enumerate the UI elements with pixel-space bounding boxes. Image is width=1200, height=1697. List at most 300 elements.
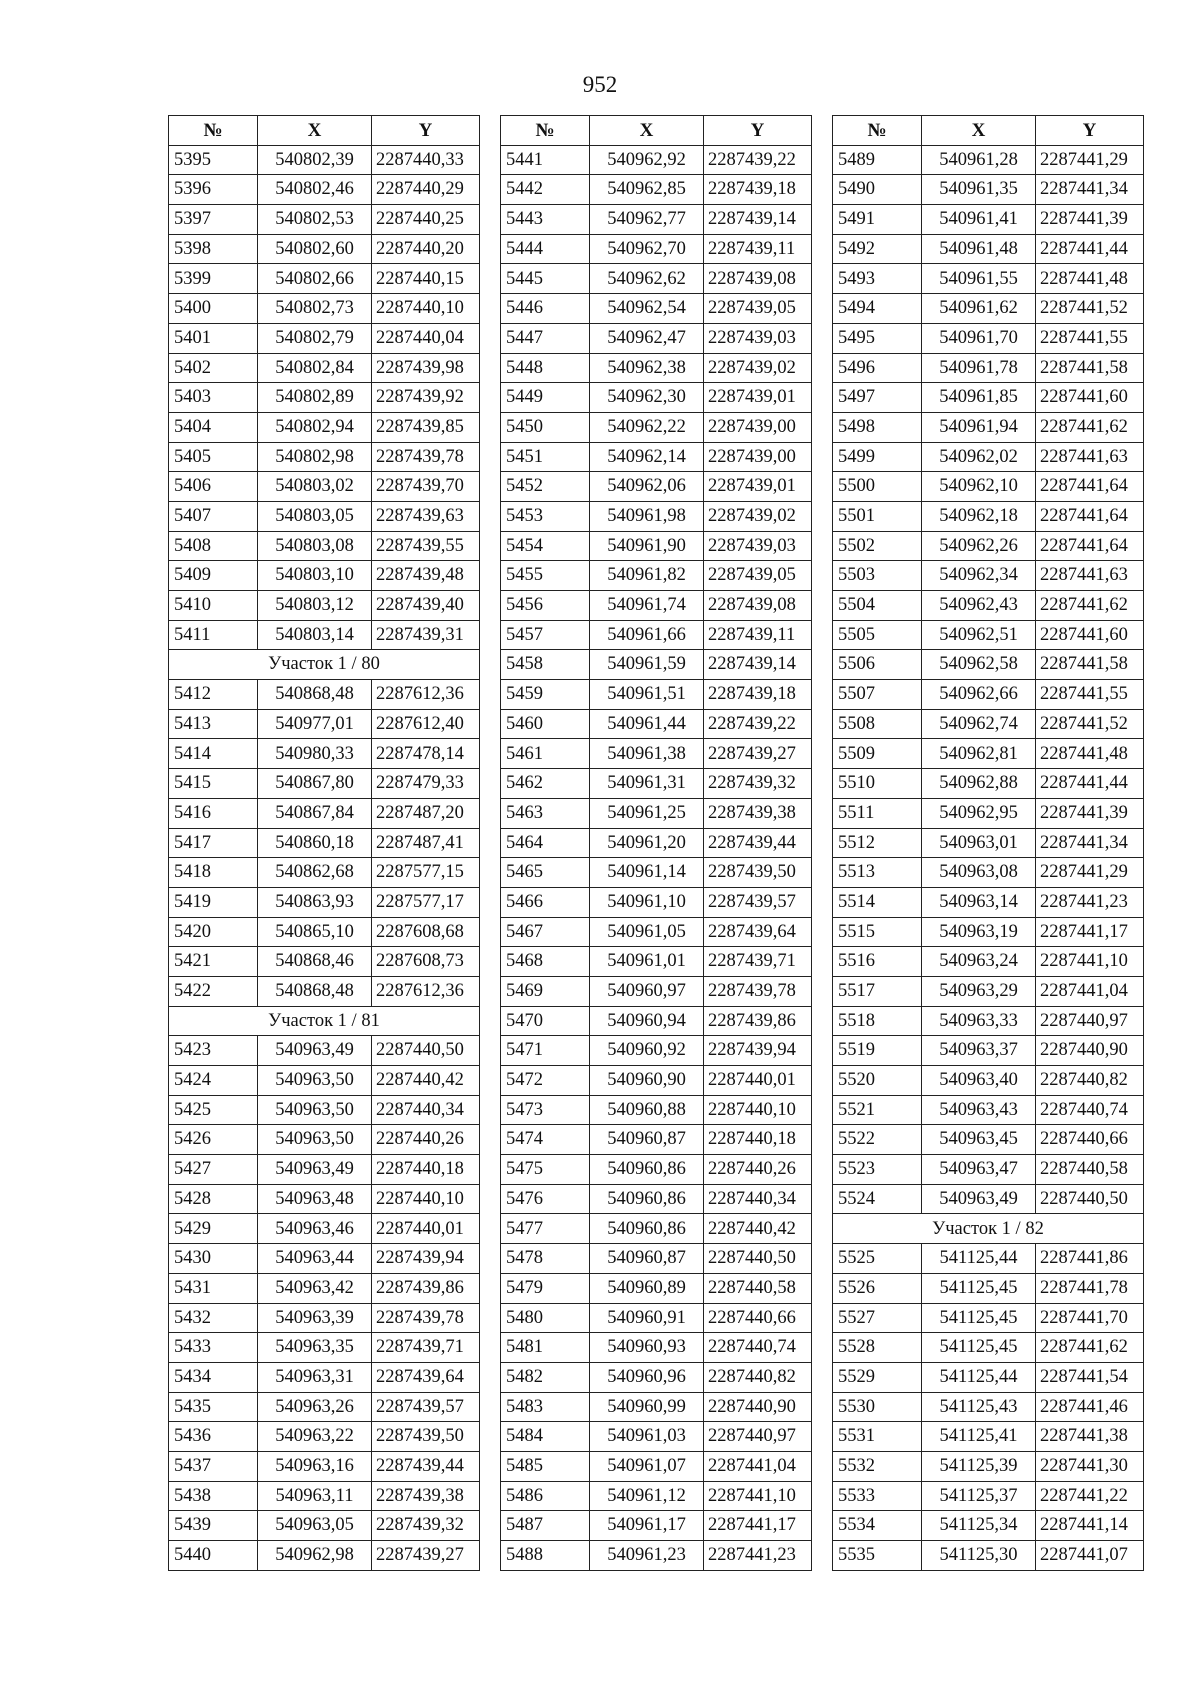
point-number: 5497	[833, 383, 922, 413]
coord-y: 2287440,58	[1036, 1155, 1144, 1185]
table-row	[501, 1066, 812, 1096]
table-row	[833, 264, 1144, 294]
table-header	[169, 116, 480, 146]
table-row	[501, 858, 812, 888]
coord-y: 2287439,32	[704, 769, 812, 799]
coord-y: 2287440,18	[704, 1125, 812, 1155]
coord-x: 540962,66	[922, 680, 1036, 710]
table-row	[833, 1541, 1144, 1571]
coord-y: 2287440,50	[704, 1244, 812, 1274]
coord-x: 540960,88	[590, 1095, 704, 1125]
coord-x: 540961,62	[922, 294, 1036, 324]
point-number: 5432	[169, 1303, 258, 1333]
coord-y: 2287441,22	[1036, 1481, 1144, 1511]
coord-x: 540962,34	[922, 561, 1036, 591]
table-row	[501, 472, 812, 502]
coord-x: 540963,31	[258, 1362, 372, 1392]
coord-x: 540961,07	[590, 1451, 704, 1481]
table-row	[501, 1184, 812, 1214]
coord-x: 540980,33	[258, 739, 372, 769]
coord-x: 540962,38	[590, 353, 704, 383]
coord-y: 2287612,40	[372, 709, 480, 739]
point-number: 5404	[169, 412, 258, 442]
table-row	[169, 353, 480, 383]
point-number: 5437	[169, 1451, 258, 1481]
coord-x: 540863,93	[258, 887, 372, 917]
table-row	[501, 353, 812, 383]
coord-y: 2287441,60	[1036, 620, 1144, 650]
point-number: 5533	[833, 1481, 922, 1511]
coord-x: 540963,19	[922, 917, 1036, 947]
header-y: Y	[704, 116, 812, 146]
coord-x: 540961,10	[590, 887, 704, 917]
coord-x: 540802,46	[258, 175, 372, 205]
point-number: 5409	[169, 561, 258, 591]
coord-y: 2287441,44	[1036, 769, 1144, 799]
header-x: X	[590, 116, 704, 146]
point-number: 5468	[501, 947, 590, 977]
point-number: 5449	[501, 383, 590, 413]
point-number: 5512	[833, 828, 922, 858]
point-number: 5418	[169, 858, 258, 888]
coord-x: 540961,51	[590, 680, 704, 710]
table-row	[833, 709, 1144, 739]
coord-y: 2287439,92	[372, 383, 480, 413]
table-row	[169, 234, 480, 264]
coord-y: 2287441,30	[1036, 1451, 1144, 1481]
coord-x: 540960,86	[590, 1184, 704, 1214]
point-number: 5498	[833, 412, 922, 442]
coord-x: 540960,93	[590, 1333, 704, 1363]
coord-x: 540961,38	[590, 739, 704, 769]
point-number: 5488	[501, 1541, 590, 1571]
coord-y: 2287439,78	[704, 976, 812, 1006]
coord-y: 2287440,90	[1036, 1036, 1144, 1066]
coord-y: 2287441,39	[1036, 205, 1144, 235]
coord-y: 2287440,90	[704, 1392, 812, 1422]
coord-y: 2287439,22	[704, 709, 812, 739]
coord-y: 2287439,64	[704, 917, 812, 947]
coord-x: 540963,47	[922, 1155, 1036, 1185]
point-number: 5487	[501, 1511, 590, 1541]
table-row	[169, 1362, 480, 1392]
point-number: 5431	[169, 1273, 258, 1303]
coord-x: 540962,18	[922, 501, 1036, 531]
point-number: 5510	[833, 769, 922, 799]
point-number: 5513	[833, 858, 922, 888]
point-number: 5495	[833, 323, 922, 353]
point-number: 5477	[501, 1214, 590, 1244]
point-number: 5522	[833, 1125, 922, 1155]
point-number: 5471	[501, 1036, 590, 1066]
coord-x: 540962,51	[922, 620, 1036, 650]
coord-y: 2287439,44	[704, 828, 812, 858]
table-row	[833, 1155, 1144, 1185]
coord-x: 540963,24	[922, 947, 1036, 977]
coord-y: 2287439,55	[372, 531, 480, 561]
point-number: 5500	[833, 472, 922, 502]
coord-y: 2287439,57	[704, 887, 812, 917]
coord-x: 540802,60	[258, 234, 372, 264]
coord-x: 541125,44	[922, 1362, 1036, 1392]
point-number: 5530	[833, 1392, 922, 1422]
section-label: Участок 1 / 81	[169, 1006, 480, 1036]
coord-x: 540802,94	[258, 412, 372, 442]
point-number: 5472	[501, 1066, 590, 1096]
table-row	[501, 1422, 812, 1452]
page-number: 952	[582, 72, 618, 97]
table-row	[169, 828, 480, 858]
point-number: 5517	[833, 976, 922, 1006]
coord-x: 540960,99	[590, 1392, 704, 1422]
coord-x: 541125,39	[922, 1451, 1036, 1481]
coord-x: 540961,23	[590, 1541, 704, 1571]
point-number: 5496	[833, 353, 922, 383]
coord-y: 2287441,64	[1036, 472, 1144, 502]
coord-x: 540962,85	[590, 175, 704, 205]
table-row	[833, 561, 1144, 591]
coord-x: 540963,49	[258, 1036, 372, 1066]
coord-x: 540962,70	[590, 234, 704, 264]
table-row	[501, 1481, 812, 1511]
point-number: 5423	[169, 1036, 258, 1066]
coord-x: 540962,92	[590, 145, 704, 175]
coord-x: 540961,48	[922, 234, 1036, 264]
table-row	[833, 1481, 1144, 1511]
table-row	[833, 947, 1144, 977]
coord-x: 540962,10	[922, 472, 1036, 502]
table-row	[833, 858, 1144, 888]
point-number: 5452	[501, 472, 590, 502]
table-row	[169, 858, 480, 888]
coord-x: 540962,30	[590, 383, 704, 413]
coord-y: 2287441,04	[1036, 976, 1144, 1006]
coord-x: 540962,58	[922, 650, 1036, 680]
coord-y: 2287439,44	[372, 1451, 480, 1481]
point-number: 5507	[833, 680, 922, 710]
coord-x: 540961,70	[922, 323, 1036, 353]
table-row	[501, 1155, 812, 1185]
point-number: 5525	[833, 1244, 922, 1274]
point-number: 5529	[833, 1362, 922, 1392]
table-row	[833, 294, 1144, 324]
table-row	[169, 264, 480, 294]
point-number: 5416	[169, 798, 258, 828]
point-number: 5410	[169, 591, 258, 621]
table-row	[501, 1214, 812, 1244]
table-row	[169, 591, 480, 621]
table-row	[833, 1006, 1144, 1036]
table-row	[501, 947, 812, 977]
table-row	[501, 412, 812, 442]
coord-x: 540963,39	[258, 1303, 372, 1333]
point-number: 5506	[833, 650, 922, 680]
coord-y: 2287441,52	[1036, 294, 1144, 324]
point-number: 5470	[501, 1006, 590, 1036]
coord-x: 540803,14	[258, 620, 372, 650]
table-row	[501, 175, 812, 205]
point-number: 5518	[833, 1006, 922, 1036]
point-number: 5426	[169, 1125, 258, 1155]
coord-y: 2287440,82	[1036, 1066, 1144, 1096]
coord-x: 540961,01	[590, 947, 704, 977]
coord-x: 541125,45	[922, 1333, 1036, 1363]
coord-x: 540961,35	[922, 175, 1036, 205]
point-number: 5511	[833, 798, 922, 828]
point-number: 5456	[501, 591, 590, 621]
table-row	[833, 1303, 1144, 1333]
point-number: 5473	[501, 1095, 590, 1125]
coord-y: 2287440,10	[372, 1184, 480, 1214]
section-label: Участок 1 / 82	[833, 1214, 1144, 1244]
coord-x: 540963,35	[258, 1333, 372, 1363]
coord-x: 540963,11	[258, 1481, 372, 1511]
coord-y: 2287441,62	[1036, 412, 1144, 442]
table-row	[169, 1036, 480, 1066]
coord-x: 540962,88	[922, 769, 1036, 799]
coord-y: 2287441,63	[1036, 442, 1144, 472]
coord-x: 540962,26	[922, 531, 1036, 561]
point-number: 5395	[169, 145, 258, 175]
point-number: 5414	[169, 739, 258, 769]
point-number: 5398	[169, 234, 258, 264]
table-row	[501, 798, 812, 828]
point-number: 5527	[833, 1303, 922, 1333]
coordinates-table-3	[832, 115, 1144, 1571]
table-row	[833, 205, 1144, 235]
coord-y: 2287441,34	[1036, 175, 1144, 205]
point-number: 5503	[833, 561, 922, 591]
table-row	[833, 234, 1144, 264]
table-row	[833, 1066, 1144, 1096]
point-number: 5460	[501, 709, 590, 739]
point-number: 5478	[501, 1244, 590, 1274]
coord-y: 2287441,29	[1036, 858, 1144, 888]
table-row	[833, 917, 1144, 947]
table-row	[833, 798, 1144, 828]
coord-y: 2287577,15	[372, 858, 480, 888]
header-x: X	[922, 116, 1036, 146]
coord-x: 540960,97	[590, 976, 704, 1006]
coord-y: 2287440,97	[1036, 1006, 1144, 1036]
coord-x: 540803,12	[258, 591, 372, 621]
coord-y: 2287608,68	[372, 917, 480, 947]
point-number: 5484	[501, 1422, 590, 1452]
point-number: 5403	[169, 383, 258, 413]
point-number: 5485	[501, 1451, 590, 1481]
coord-y: 2287440,42	[704, 1214, 812, 1244]
table-row	[501, 591, 812, 621]
coord-x: 541125,34	[922, 1511, 1036, 1541]
coord-x: 540961,41	[922, 205, 1036, 235]
header-number: №	[169, 116, 258, 146]
coord-y: 2287440,29	[372, 175, 480, 205]
table-row	[833, 1125, 1144, 1155]
point-number: 5467	[501, 917, 590, 947]
table-row	[501, 145, 812, 175]
table-row	[501, 1273, 812, 1303]
coord-y: 2287439,18	[704, 680, 812, 710]
coord-x: 540963,43	[922, 1095, 1036, 1125]
coord-x: 540961,03	[590, 1422, 704, 1452]
table-row	[501, 1095, 812, 1125]
coord-x: 540963,40	[922, 1066, 1036, 1096]
table-row	[501, 769, 812, 799]
table-row	[169, 175, 480, 205]
point-number: 5528	[833, 1333, 922, 1363]
coord-y: 2287439,14	[704, 205, 812, 235]
point-number: 5427	[169, 1155, 258, 1185]
point-number: 5412	[169, 680, 258, 710]
table-row	[501, 976, 812, 1006]
table-row	[833, 828, 1144, 858]
table-row	[501, 1392, 812, 1422]
point-number: 5519	[833, 1036, 922, 1066]
point-number: 5457	[501, 620, 590, 650]
coord-x: 540962,02	[922, 442, 1036, 472]
coord-x: 540802,66	[258, 264, 372, 294]
coord-y: 2287440,20	[372, 234, 480, 264]
coord-x: 540961,44	[590, 709, 704, 739]
coord-x: 540963,46	[258, 1214, 372, 1244]
table-row	[833, 501, 1144, 531]
coord-x: 540803,05	[258, 501, 372, 531]
coord-y: 2287440,10	[372, 294, 480, 324]
table-row	[833, 145, 1144, 175]
coord-y: 2287441,29	[1036, 145, 1144, 175]
coord-x: 540960,96	[590, 1362, 704, 1392]
table-row	[169, 442, 480, 472]
table-row	[833, 1362, 1144, 1392]
table-row	[833, 769, 1144, 799]
coord-y: 2287440,15	[372, 264, 480, 294]
coord-x: 541125,43	[922, 1392, 1036, 1422]
table-row	[833, 650, 1144, 680]
coord-x: 540961,55	[922, 264, 1036, 294]
coord-y: 2287440,50	[1036, 1184, 1144, 1214]
coord-x: 540963,49	[258, 1155, 372, 1185]
table-row	[169, 323, 480, 353]
coord-y: 2287441,07	[1036, 1541, 1144, 1571]
coord-x: 540960,89	[590, 1273, 704, 1303]
coord-x: 540962,54	[590, 294, 704, 324]
point-number: 5455	[501, 561, 590, 591]
table-row	[501, 739, 812, 769]
coord-y: 2287440,34	[704, 1184, 812, 1214]
table-row	[169, 412, 480, 442]
coord-x: 541125,30	[922, 1541, 1036, 1571]
point-number: 5524	[833, 1184, 922, 1214]
point-number: 5408	[169, 531, 258, 561]
point-number: 5508	[833, 709, 922, 739]
table-row	[833, 1511, 1144, 1541]
coord-y: 2287441,55	[1036, 323, 1144, 353]
coord-x: 540963,33	[922, 1006, 1036, 1036]
table-row	[501, 442, 812, 472]
coord-y: 2287440,74	[704, 1333, 812, 1363]
table-header	[833, 116, 1144, 146]
coord-x: 540960,92	[590, 1036, 704, 1066]
coord-x: 540961,94	[922, 412, 1036, 442]
table-row	[169, 917, 480, 947]
point-number: 5446	[501, 294, 590, 324]
coord-x: 540962,47	[590, 323, 704, 353]
point-number: 5415	[169, 769, 258, 799]
coord-y: 2287439,57	[372, 1392, 480, 1422]
coord-y: 2287441,48	[1036, 739, 1144, 769]
table-row	[169, 1392, 480, 1422]
coord-y: 2287440,66	[704, 1303, 812, 1333]
coord-x: 540963,29	[922, 976, 1036, 1006]
coord-x: 540963,45	[922, 1125, 1036, 1155]
coord-x: 540961,12	[590, 1481, 704, 1511]
table-row	[169, 1303, 480, 1333]
point-number: 5448	[501, 353, 590, 383]
table-row	[501, 680, 812, 710]
coord-x: 540961,31	[590, 769, 704, 799]
coord-y: 2287441,17	[704, 1511, 812, 1541]
point-number: 5490	[833, 175, 922, 205]
table-row	[833, 1451, 1144, 1481]
table-row	[169, 1095, 480, 1125]
point-number: 5481	[501, 1333, 590, 1363]
coord-y: 2287439,38	[704, 798, 812, 828]
point-number: 5483	[501, 1392, 590, 1422]
coord-y: 2287440,04	[372, 323, 480, 353]
table-row	[501, 917, 812, 947]
coord-x: 540867,84	[258, 798, 372, 828]
point-number: 5442	[501, 175, 590, 205]
coord-x: 540963,50	[258, 1095, 372, 1125]
coord-y: 2287441,54	[1036, 1362, 1144, 1392]
point-number: 5526	[833, 1273, 922, 1303]
point-number: 5531	[833, 1422, 922, 1452]
point-number: 5492	[833, 234, 922, 264]
point-number: 5461	[501, 739, 590, 769]
coord-y: 2287440,42	[372, 1066, 480, 1096]
section-row	[169, 650, 480, 680]
point-number: 5514	[833, 887, 922, 917]
table-row	[833, 1244, 1144, 1274]
table-row	[169, 1451, 480, 1481]
table-row	[501, 1362, 812, 1392]
table-row	[501, 531, 812, 561]
coord-x: 540803,08	[258, 531, 372, 561]
coord-x: 540961,59	[590, 650, 704, 680]
coord-y: 2287441,14	[1036, 1511, 1144, 1541]
point-number: 5443	[501, 205, 590, 235]
coord-y: 2287608,73	[372, 947, 480, 977]
point-number: 5401	[169, 323, 258, 353]
coord-y: 2287612,36	[372, 976, 480, 1006]
point-number: 5480	[501, 1303, 590, 1333]
point-number: 5451	[501, 442, 590, 472]
table-row	[501, 1303, 812, 1333]
coord-x: 540802,39	[258, 145, 372, 175]
point-number: 5434	[169, 1362, 258, 1392]
table-row	[833, 472, 1144, 502]
coord-x: 540962,95	[922, 798, 1036, 828]
coord-y: 2287439,86	[704, 1006, 812, 1036]
point-number: 5534	[833, 1511, 922, 1541]
table-row	[833, 976, 1144, 1006]
point-number: 5397	[169, 205, 258, 235]
point-number: 5444	[501, 234, 590, 264]
table-row	[169, 1214, 480, 1244]
coord-x: 540802,53	[258, 205, 372, 235]
coord-y: 2287441,63	[1036, 561, 1144, 591]
coord-y: 2287479,33	[372, 769, 480, 799]
